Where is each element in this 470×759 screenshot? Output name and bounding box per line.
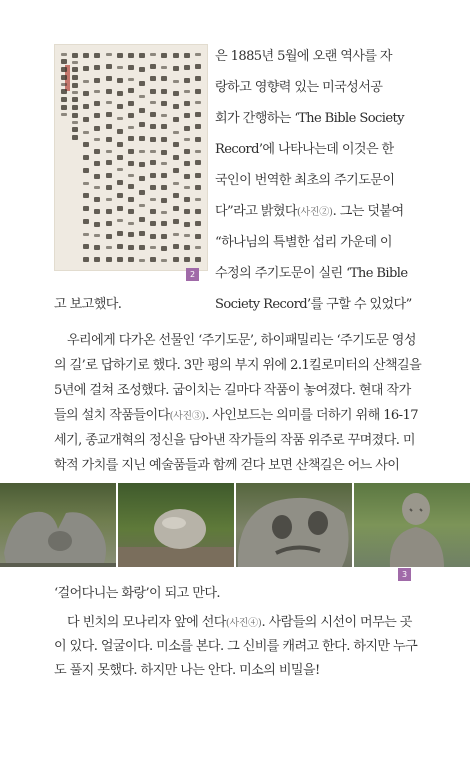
- manuscript-glyph: [117, 155, 123, 160]
- manuscript-glyph: [161, 114, 167, 117]
- manuscript-glyph: [106, 124, 112, 129]
- text-line: 은 1885년 5월에 오랜 역사를 자: [215, 49, 392, 64]
- manuscript-glyph: [173, 219, 179, 224]
- manuscript-glyph: [173, 91, 179, 96]
- manuscript-glyph: [128, 65, 134, 70]
- manuscript-glyph: [139, 150, 145, 153]
- manuscript-column: [150, 53, 156, 262]
- manuscript-glyph: [150, 173, 156, 178]
- manuscript-glyph: [139, 217, 145, 222]
- manuscript-glyph: [83, 193, 89, 198]
- manuscript-glyph: [150, 64, 156, 69]
- manuscript-glyph: [139, 190, 145, 195]
- manuscript-glyph: [117, 53, 123, 58]
- manuscript-glyph: [184, 65, 190, 70]
- manuscript-glyph: [83, 168, 89, 173]
- manuscript-glyph: [117, 219, 123, 222]
- manuscript-glyph: [161, 198, 167, 203]
- manuscript-glyph: [117, 231, 123, 236]
- manuscript-glyph: [106, 160, 112, 165]
- round-stone-sculpture-photo: [118, 483, 234, 567]
- manuscript-glyph: [106, 185, 112, 190]
- manuscript-glyph: [195, 53, 201, 56]
- manuscript-glyph: [128, 113, 134, 118]
- text-line: “하나님의 특별한 섭리 가운데 이: [215, 235, 392, 250]
- manuscript-glyph: [106, 209, 112, 214]
- manuscript-glyph: [184, 53, 190, 58]
- manuscript-glyph: [106, 101, 112, 104]
- manuscript-glyph: [83, 244, 89, 249]
- manuscript-glyph: [72, 121, 78, 124]
- manuscript-glyph: [83, 142, 89, 147]
- manuscript-glyph: [128, 88, 134, 93]
- manuscript-glyph: [128, 257, 134, 262]
- manuscript-glyph: [128, 184, 134, 189]
- manuscript-glyph: [184, 209, 190, 214]
- manuscript-glyph: [61, 113, 67, 116]
- manuscript-glyph: [128, 126, 134, 129]
- manuscript-glyph: [139, 176, 145, 181]
- manuscript-glyph: [150, 234, 156, 239]
- manuscript-glyph: [94, 161, 100, 166]
- manuscript-glyph: [72, 75, 78, 80]
- manuscript-glyph: [128, 149, 134, 154]
- manuscript-glyph: [184, 161, 190, 166]
- manuscript-glyph: [184, 234, 190, 237]
- manuscript-glyph: [161, 211, 167, 214]
- text-line: 의 길’로 답하기로 했다. 3만 평의 부지 위에 2.1킬로미터의 산책길을: [54, 358, 422, 373]
- manuscript-glyph: [72, 91, 78, 94]
- manuscript-glyph: [150, 198, 156, 201]
- manuscript-glyph: [94, 126, 100, 131]
- manuscript-column: [173, 53, 179, 262]
- manuscript-glyph: [150, 185, 156, 190]
- manuscript-glyph: [184, 113, 190, 118]
- manuscript-column: [83, 53, 89, 262]
- manuscript-glyph: [106, 198, 112, 201]
- manuscript-glyph: [94, 186, 100, 189]
- text-line: 랑하고 영향력 있는 미국성서공: [215, 80, 383, 95]
- manuscript-glyph: [106, 76, 112, 81]
- manuscript-glyph: [72, 53, 78, 58]
- manuscript-glyph: [161, 150, 167, 155]
- manuscript-column: [139, 53, 145, 262]
- manuscript-glyph: [94, 65, 100, 70]
- manuscript-glyph: [83, 104, 89, 109]
- manuscript-glyph: [161, 221, 167, 226]
- manuscript-glyph: [117, 117, 123, 120]
- manuscript-glyph: [161, 101, 167, 106]
- text-line: ‘걸어다니는 화랑’이 되고 만다.: [54, 586, 220, 601]
- manuscript-glyph: [150, 246, 156, 249]
- manuscript-glyph: [83, 53, 89, 58]
- manuscript-glyph: [83, 66, 89, 71]
- manuscript-glyph: [106, 173, 112, 178]
- manuscript-glyph: [128, 174, 134, 177]
- manuscript-glyph: [139, 81, 145, 86]
- text-line: 학적 가치를 지닌 예술품들과 함께 걷다 보면 산책길은 어느 사이: [54, 458, 400, 473]
- manuscript-glyph: [161, 234, 167, 239]
- manuscript-glyph: [72, 83, 78, 88]
- manuscript-glyph: [173, 244, 179, 249]
- figure-number-badge: 3: [398, 568, 411, 581]
- manuscript-glyph: [128, 232, 134, 237]
- manuscript-glyph: [184, 149, 190, 154]
- text-line: 세기, 종교개혁의 정신을 담아낸 작가들의 작품 위주로 꾸며졌다. 미: [54, 433, 415, 448]
- manuscript-glyph: [94, 257, 100, 262]
- manuscript-glyph: [61, 83, 67, 86]
- manuscript-glyph: [150, 101, 156, 104]
- manuscript-glyph: [161, 76, 167, 81]
- manuscript-glyph: [128, 222, 134, 225]
- manuscript-glyph: [195, 246, 201, 249]
- manuscript-glyph: [72, 67, 78, 72]
- manuscript-glyph: [94, 149, 100, 154]
- manuscript-glyph: [161, 89, 167, 94]
- manuscript-glyph: [150, 160, 156, 165]
- manuscript-glyph: [72, 135, 78, 140]
- text-line: [54, 405, 418, 428]
- manuscript-glyph: [150, 53, 156, 56]
- manuscript-glyph: [94, 209, 100, 214]
- manuscript-glyph: [117, 244, 123, 249]
- manuscript-glyph: [139, 204, 145, 207]
- manuscript-glyph: [161, 246, 167, 251]
- manuscript-glyph: [173, 80, 179, 83]
- manuscript-glyph: [161, 66, 167, 69]
- manuscript-glyph: [83, 155, 89, 160]
- manuscript-glyph: [161, 137, 167, 142]
- manuscript-glyph: [184, 90, 190, 93]
- manuscript-glyph: [61, 59, 67, 64]
- manuscript-glyph: [83, 219, 89, 224]
- manuscript-glyph: [72, 113, 78, 118]
- manuscript-glyph: [128, 197, 134, 202]
- carved-stone-head-photo: [236, 483, 352, 567]
- text-line: 국인이 번역한 최초의 주기도문이: [215, 173, 395, 188]
- manuscript-glyph: [94, 53, 100, 58]
- manuscript-glyph: [173, 66, 179, 71]
- manuscript-glyph: [139, 108, 145, 113]
- manuscript-glyph: [61, 105, 67, 110]
- manuscript-glyph: [173, 104, 179, 109]
- text-run: 들의 설치 작품들이다: [54, 408, 170, 423]
- manuscript-glyph: [195, 173, 201, 178]
- manuscript-glyph: [83, 131, 89, 134]
- manuscript-glyph: [161, 173, 167, 178]
- sculpture-photo-strip: [0, 483, 470, 567]
- manuscript-glyph: [184, 138, 190, 141]
- manuscript-glyph: [161, 124, 167, 129]
- manuscript-glyph: [83, 206, 89, 211]
- manuscript-glyph: [150, 112, 156, 117]
- manuscript-glyph: [94, 138, 100, 141]
- manuscript-glyph: [117, 168, 123, 171]
- manuscript-glyph: [184, 197, 190, 202]
- manuscript-glyph: [184, 245, 190, 250]
- manuscript-glyph: [150, 209, 156, 214]
- manuscript-glyph: [117, 206, 123, 211]
- manuscript-glyph: [106, 246, 112, 249]
- manuscript-glyph: [117, 257, 123, 262]
- manuscript-glyph: [83, 233, 89, 236]
- manuscript-text-columns: [61, 53, 201, 262]
- manuscript-glyph: [117, 129, 123, 134]
- manuscript-glyph: [173, 168, 179, 173]
- manuscript-glyph: [161, 259, 167, 262]
- manuscript-column: [94, 53, 100, 262]
- text-line: 우리에게 다가온 선물인 ‘주기도문’, 하이패밀리는 ‘주기도문 영성: [67, 333, 416, 348]
- text-line: [215, 201, 404, 224]
- manuscript-glyph: [83, 182, 89, 185]
- manuscript-glyph: [94, 197, 100, 202]
- manuscript-glyph: [128, 245, 134, 250]
- manuscript-glyph: [117, 78, 123, 83]
- manuscript-glyph: [72, 105, 78, 110]
- manuscript-glyph: [61, 53, 67, 56]
- manuscript-glyph: [61, 97, 67, 102]
- manuscript-glyph: [150, 137, 156, 142]
- manuscript-glyph: [173, 53, 179, 58]
- manuscript-glyph: [72, 61, 78, 64]
- manuscript-glyph: [195, 198, 201, 201]
- manuscript-glyph: [128, 209, 134, 214]
- manuscript-glyph: [139, 231, 145, 236]
- manuscript-glyph: [106, 53, 112, 56]
- manuscript-column: [117, 53, 123, 262]
- manuscript-glyph: [139, 53, 145, 58]
- text-line: 회가 간행하는 ‘The Bible Society: [215, 111, 404, 126]
- manuscript-column: [195, 53, 201, 262]
- stone-figure-sculpture-photo: [354, 483, 470, 567]
- manuscript-glyph: [150, 89, 156, 94]
- manuscript-glyph: [139, 95, 145, 98]
- manuscript-glyph: [184, 101, 190, 106]
- manuscript-glyph: [106, 137, 112, 142]
- manuscript-glyph: [117, 66, 123, 69]
- manuscript-glyph: [184, 222, 190, 227]
- manuscript-glyph: [173, 155, 179, 160]
- manuscript-glyph: [184, 257, 190, 262]
- text-line: 도 풀지 못했다. 하지만 나는 안다. 미소의 비밀을!: [54, 663, 320, 678]
- manuscript-glyph: [94, 222, 100, 227]
- manuscript-glyph: [195, 221, 201, 226]
- manuscript-glyph: [94, 101, 100, 106]
- text-line: 고 보고했다.: [54, 297, 122, 312]
- manuscript-glyph: [150, 150, 156, 153]
- manuscript-glyph: [106, 150, 112, 153]
- figure-number-badge: 2: [186, 268, 199, 281]
- manuscript-glyph: [139, 245, 145, 250]
- manuscript-glyph: [128, 161, 134, 166]
- manuscript-glyph: [128, 136, 134, 141]
- manuscript-glyph: [83, 257, 89, 262]
- manuscript-column: [61, 53, 67, 262]
- manuscript-glyph: [72, 127, 78, 132]
- manuscript-glyph: [184, 186, 190, 189]
- manuscript-glyph: [150, 76, 156, 81]
- text-run: 다”라고 밝혔다: [215, 204, 297, 219]
- text-run: . 그는 덧붙여: [332, 204, 404, 219]
- stone-sculpture-photo: [0, 483, 116, 567]
- text-line: Society Record’를 구할 수 있었다”: [215, 297, 412, 312]
- manuscript-glyph: [83, 80, 89, 83]
- manuscript-glyph: [195, 101, 201, 104]
- manuscript-glyph: [139, 67, 145, 72]
- manuscript-glyph: [195, 160, 201, 165]
- manuscript-glyph: [139, 259, 145, 262]
- manuscript-glyph: [195, 112, 201, 117]
- manuscript-column: [106, 53, 112, 262]
- manuscript-glyph: [195, 150, 201, 153]
- manuscript-glyph: [161, 162, 167, 165]
- text-run: . 사람들의 시선이 머무는 곳: [261, 615, 412, 630]
- text-line: [67, 612, 412, 635]
- manuscript-glyph: [106, 221, 112, 226]
- manuscript-glyph: [195, 76, 201, 81]
- manuscript-column: [72, 53, 78, 262]
- manuscript-glyph: [195, 124, 201, 129]
- text-line: 이 있다. 얼굴이다. 미소를 본다. 그 신비를 캐려고 한다. 하지만 누구: [54, 639, 418, 654]
- manuscript-glyph: [106, 234, 112, 239]
- photo-reference: (사진③): [169, 411, 206, 422]
- manuscript-column: [128, 53, 134, 262]
- manuscript-glyph: [128, 101, 134, 106]
- photo-reference: (사진④): [225, 618, 262, 629]
- manuscript-glyph: [184, 174, 190, 179]
- manuscript-glyph: [195, 209, 201, 214]
- manuscript-glyph: [106, 64, 112, 69]
- manuscript-glyph: [117, 180, 123, 185]
- manuscript-glyph: [83, 91, 89, 96]
- manuscript-glyph: [184, 126, 190, 131]
- manuscript-glyph: [150, 124, 156, 129]
- manuscript-glyph: [150, 257, 156, 262]
- manuscript-column: [184, 53, 190, 262]
- manuscript-glyph: [139, 122, 145, 127]
- manuscript-glyph: [195, 64, 201, 69]
- manuscript-glyph: [195, 185, 201, 190]
- text-line: 수정의 주기도문이 실린 ‘The Bible: [215, 266, 408, 281]
- text-run: . 사인보드는 의미를 더하기 위해 16-17: [205, 408, 418, 423]
- manuscript-glyph: [128, 53, 134, 58]
- manuscript-glyph: [94, 113, 100, 118]
- manuscript-glyph: [139, 162, 145, 167]
- manuscript-glyph: [195, 89, 201, 94]
- manuscript-glyph: [173, 182, 179, 185]
- manuscript-glyph: [195, 137, 201, 142]
- manuscript-glyph: [94, 90, 100, 93]
- manuscript-glyph: [195, 257, 201, 262]
- manuscript-glyph: [106, 257, 112, 262]
- manuscript-glyph: [106, 89, 112, 94]
- manuscript-column: [161, 53, 167, 262]
- manuscript-glyph: [94, 245, 100, 250]
- manuscript-glyph: [94, 174, 100, 179]
- manuscript-glyph: [173, 142, 179, 147]
- text-run: 다 빈치의 모나리자 앞에 선다: [67, 615, 226, 630]
- manuscript-glyph: [184, 78, 190, 83]
- manuscript-glyph: [117, 142, 123, 147]
- text-line: Record’에 나타나는데 이것은 한: [215, 142, 394, 157]
- manuscript-glyph: [173, 206, 179, 211]
- manuscript-glyph: [117, 104, 123, 109]
- text-line: 5년에 걸쳐 조성했다. 굽이치는 길마다 작품이 놓여졌다. 현대 작가: [54, 383, 411, 398]
- manuscript-glyph: [161, 53, 167, 58]
- manuscript-glyph: [195, 234, 201, 239]
- manuscript-glyph: [150, 221, 156, 226]
- manuscript-glyph: [117, 193, 123, 198]
- manuscript-glyph: [173, 193, 179, 198]
- manuscript-photo: [54, 44, 208, 271]
- manuscript-glyph: [173, 131, 179, 134]
- manuscript-glyph: [117, 91, 123, 96]
- manuscript-glyph: [173, 117, 179, 122]
- manuscript-glyph: [72, 97, 78, 102]
- manuscript-glyph: [128, 78, 134, 81]
- photo-reference: (사진②): [296, 207, 333, 218]
- manuscript-glyph: [61, 67, 67, 72]
- manuscript-glyph: [94, 234, 100, 237]
- manuscript-glyph: [139, 136, 145, 141]
- manuscript-glyph: [61, 89, 67, 94]
- manuscript-glyph: [161, 185, 167, 190]
- manuscript-glyph: [173, 257, 179, 262]
- manuscript-glyph: [106, 112, 112, 117]
- manuscript-glyph: [61, 75, 67, 80]
- manuscript-glyph: [83, 117, 89, 122]
- manuscript-glyph: [173, 233, 179, 236]
- manuscript-glyph: [94, 78, 100, 83]
